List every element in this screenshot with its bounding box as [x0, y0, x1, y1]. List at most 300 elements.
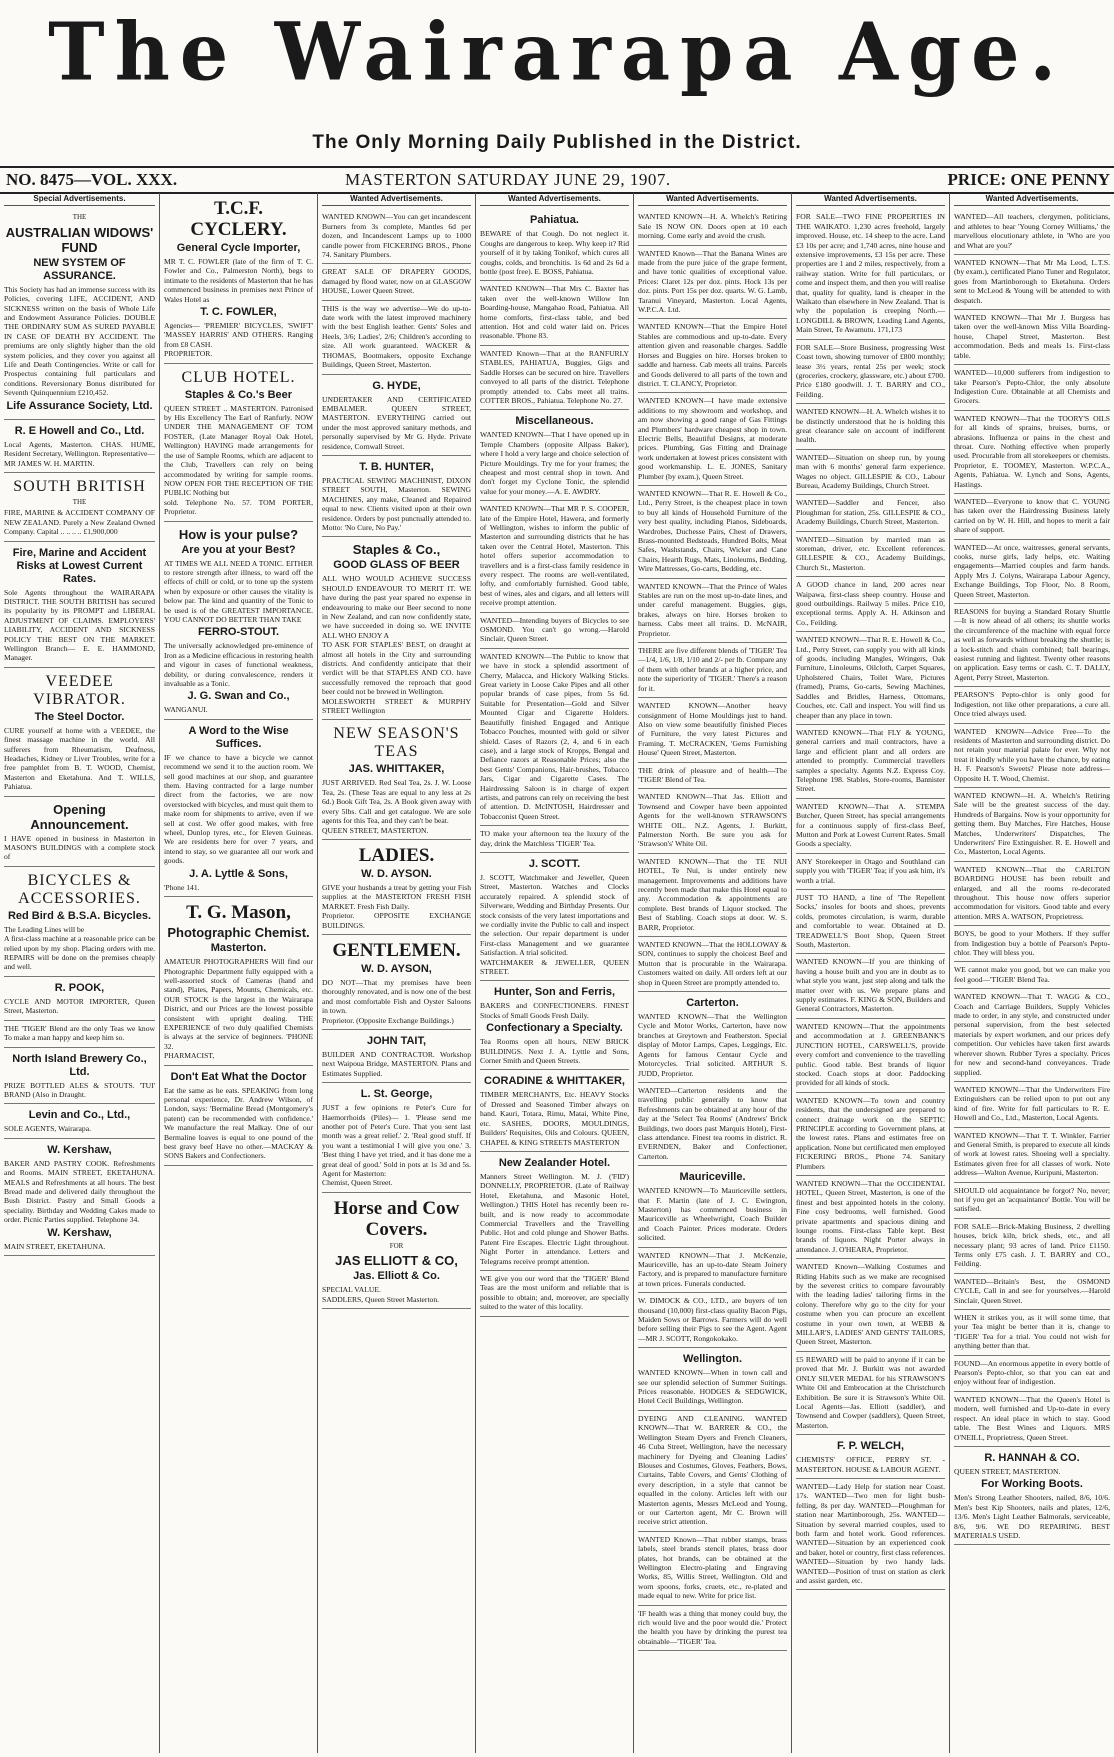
ad-body: AMATEUR PHOTOGRAPHERS Will find our Photographic Department fully equipped with a well-assorted stock of Cameras (hand and stand), Plates, Papers, Mounts, Chemicals, etc. OUR STOCK is the largest in the Wairarapa District, and our Prices are the lowest possible consistent with upright dealing. THE EXPERIENCE of two duly qualified Chemists is always at the service of beginners. 'PHONE 32. [164, 957, 313, 1051]
ad-heading: G. HYDE, [372, 379, 421, 392]
advertisement [954, 365, 1110, 411]
ad-body: BEWARE of that Cough. Do not neglect it. Coughs are dangerous to keep. Why keep it? Rid yourself of it by taking Tonikof, which cures all coughs, colds, and bronchitis. 1s 6d and 2s 6d a bottle (post free). E. BOSS, Pahiatua. [480, 229, 629, 277]
ad-heading: BICYCLES & ACCESSORIES. [18, 871, 141, 907]
ad-heading: Horse and Cow Covers. [333, 1197, 460, 1240]
advertisement [796, 532, 945, 578]
advertisement [4, 1139, 155, 1256]
ad-heading: L. St. George, [360, 1088, 433, 1101]
advertisement [4, 797, 155, 867]
advertisement [638, 1532, 787, 1606]
advertisement [322, 537, 471, 720]
advertisement [480, 281, 629, 345]
ad-body: WANTED—At once, waitresses, general servants, cooks, nurse girls, lady helps, etc. Waiting engagements—Married couples and farm hands. Apply Mrs J. Colyns, Wairarapa Labour Agency, Exchange Buildings, Top Floor, No. 8 Room, Queen Street, Masterton. [954, 542, 1110, 599]
advertisement [4, 977, 155, 1021]
advertisement [4, 668, 155, 797]
ad-heading: CLUB HOTEL. [181, 368, 296, 386]
advertisement [480, 853, 629, 981]
ad-heading: Wellington. [682, 1353, 743, 1366]
advertisement [322, 840, 471, 935]
advertisement [164, 1066, 313, 1166]
ad-heading: W. D. AYSON. [361, 867, 432, 880]
advertisement [796, 340, 945, 404]
advertisement [480, 826, 629, 853]
ad-heading: Jas. Elliott & Co. [353, 1270, 440, 1283]
ad-body: FOR SALE—TWO FINE PROPERTIES IN THE WAIKATO. 1,230 acres freehold, largely improved. House, etc. 14 sheep to the acre. Land £3 10s per acre; and 1,740 acres, nine house and extensive improvements, £3 15s per acre. These properties are 1 and 2 miles, respectively, from a railway station. Write for full particulars, or come and inspect them, and then you will realise that, quality for quality, land is cheaper in the Waikato than elsewhere in New Zealand. That is why the population is creeping North.—LONGDILL & BROWN, Leading Land Agents, Main Street, Te Awamutu. 171,173 [796, 212, 945, 335]
advertisement [638, 209, 787, 245]
ad-heading: T. B. HUNTER, [359, 460, 434, 473]
ad-heading: J. G. Swan and Co., [187, 690, 290, 703]
ad-body: THERE are five different blends of 'TIGER' Tea—1/4, 1/6, 1/8, 1/10 and 2/- per lb. Compare any of them with other brands at a higher price, and note the superiority of 'TIGER.' There's a reason for it. [638, 646, 787, 693]
ad-heading: Masterton. [210, 942, 267, 955]
ad-body: 'Phone 141. [164, 882, 200, 892]
ad-body: WANTED KNOWN—H. A. Whelch's Retiring Sale will be the greatest success of the day. Hundreds of Bargains. Now is your opportunity for getting them. Buy Matches, Fire Hatches, House Matches, Underwriters' Dispatches, The Underwriters' Fire Extinguisher. R. E. Howell and Co., Masterton, Local Agents. [954, 790, 1110, 857]
ad-body: £5 REWARD will be paid to anyone if it can be proved that Mr. J. Burkitt was not awarded ONLY SILVER MEDAL for his STRAWSON'S White Oil and Embrocation at the Christchurch Exhibition. Be sure it is Strawson's White Oil. Local Agents—Jas. Elliott (saddler), and Townsend and Cowper (saddlers), Queen Street, Masterton. [796, 1354, 945, 1430]
ad-body: WANTED KNOWN—That FLY & YOUNG, general carriers and mail contractors, have a large and efficient plant and all orders are attended to promptly. Commercial travellers samples a specialty. Agents N.Z. Express Coy. Telephone 198. Stables, Store-rooms, Bannister Street. [796, 727, 945, 794]
ad-body: WANTED KNOWN—That the Empire Hotel Stables are commodious and up-to-date. Every attention given and reasonable charges. Saddle Horses and Buggies on hire. Horses broken to saddle and harness. Cab meets all trains. Parcels and Goods delivered to all parts of the town and district. T. CLANCY, Proprietor. [638, 322, 787, 388]
column-header: Wanted Advertisements. [480, 193, 629, 206]
ad-heading: FOR [389, 1241, 404, 1250]
ad-heading: T. G. Mason, [186, 902, 291, 924]
advertisement [638, 1166, 787, 1247]
ad-body: THE drink of pleasure and of health—The 'TIGER' Blend of Tea. [638, 765, 787, 784]
ad-body: WANTED KNOWN—That the CARLTON BOARDING HOUSE has been rebuilt and enlarged, and all the rooms re-decorated throughout. This house now offers superior accommodation for visitors. Good table and every attention. MRS A. WATSON, Proprietress. [954, 864, 1110, 921]
ad-body: The universally acknowledged pre-eminence of Iron as a Medicine efficacious in restoring health and vigour in cases of functional weakness, debility, or during convalescence, renders it invaluable as a Tonic. [164, 641, 313, 688]
advertisement [164, 522, 313, 720]
ad-body: WANTED—Everyone to know that C. YOUNG has taken over the Hairdressing Business lately carried on by W. H. Hill, and hopes to merit a fair share of support. [954, 496, 1110, 535]
ad-body: Chemist, Queen Street. [322, 1178, 393, 1188]
advertisement [954, 962, 1110, 989]
ad-heading: R. E Howell and Co., Ltd. [14, 424, 145, 437]
ad-body: UNDERTAKER AND CERTIFICATED EMBALMER. QUEEN STREET, MASTERTON. EVERYTHING carried out under the most approved sanitary methods, and personally supervised by Mr G. Hyde. Private residence, Cornwall Street. [322, 394, 471, 451]
ad-heading: SOUTH BRITISH [13, 477, 146, 495]
ad-body: CURE yourself at home with a VEEDEE, the finest massage machine in the world. All sufferers from Rheumatism, Deafness, Headaches, Kidney or Liver Troubles, write for a free pamphlet from B. T. WOOD, Chemist, Masterton and Eketahuna. And T. WILLS, Pahiatua. [4, 725, 155, 792]
ad-body: WANTED KNOWN—That the OCCIDENTAL HOTEL, Queen Street, Masterton, is one of the finest and best appointed hotels in the colony. Fine cosy bedrooms, well furnished. Good private apartments and spacious dining and lounge rooms. First-class Table kept. Best brands of liquors. Night Porter always in attendance. J. O'HEARA, Proprietor. [796, 1178, 945, 1254]
ad-heading: J. SCOTT. [528, 857, 581, 870]
advertisement [954, 411, 1110, 494]
advertisement [796, 1019, 945, 1093]
advertisement [954, 604, 1110, 687]
advertisement [638, 1083, 787, 1166]
ad-body: SADDLERS, Queen Street Masterton. [322, 1294, 440, 1304]
ad-body: FOUND—An enormous appetite in every bottle of Pearson's Pepto-chlor, so that you can eat and enjoy without fear of indigestion. [954, 1358, 1110, 1387]
advertisement [322, 1083, 471, 1193]
ad-body: sold. Telephone No. 57. TOM PORTER, Proprietor. [164, 497, 313, 517]
ad-body: WANGANUI. [164, 705, 208, 715]
advertisement [954, 1183, 1110, 1219]
ad-body: WANTED KNOWN—That the Underwriters Fire Extinguishers can be relied upon to put out any kind of fire. Write for full particulars to R. E. Howell and Co., Ltd., Masterton, Local Agents. [954, 1084, 1110, 1123]
column-header: Wanted Advertisements. [638, 193, 787, 206]
ad-body: Local Agents, Masterton. CHAS. HUME, Resident Secretary, Wellington. Representative— MR JAMES W. H. MARTIN. [4, 439, 155, 468]
advertisement [954, 1356, 1110, 1392]
advertisement [322, 375, 471, 456]
ad-heading: GENTLEMEN. [332, 939, 461, 961]
advertisement [954, 862, 1110, 926]
ad-body: IF we chance to have a bicycle we cannot recommend we send it to the auction room. We sell good machines at our shop, and guarantee them. Having contracted for a large number direct from the factories, we are now overstocked with bicycles, and must quit them to make room for shipments to arrive, even if we sell at cost. We offer good makes, with free wheel, Dunlop tyres, etc., for Eleven Guineas. We are residents here for over 7 years, and intend to stay, so we guarantee all our work and goods. [164, 752, 313, 866]
ad-body: Proprietor. (Opposite Exchange Buildings.) [322, 1015, 454, 1025]
ad-heading: General Cycle Importer, [176, 242, 301, 254]
advertisement [4, 1048, 155, 1105]
ad-body: Agencies— 'PREMIER' BICYCLES, 'SWIFT' 'MASSEY HARRIS' AND OTHERS. Ranging from £8 CASH. [164, 321, 313, 349]
ad-heading: VEEDEE VIBRATOR. [33, 672, 126, 708]
ad-body: WANTED—Intending buyers of Bicycles to see OSMOND. You can't go wrong.—Harold Sinclair, Queen Street. [480, 615, 629, 644]
ad-body: QUEEN STREET, MASTERTON. [954, 1466, 1061, 1476]
advertisement [954, 310, 1110, 365]
advertisement [796, 725, 945, 799]
advertisement [638, 393, 787, 486]
column-4 [476, 193, 634, 1753]
column-6 [792, 193, 950, 1753]
ad-body: WANTED KNOWN—That the TOORY'S OILS for all kinds of sprains, bruises, burns, or abrasions. Influenza or pains in the chest and throat. Cure. Nothing effective when properly used. Procurable from all storekeepers or chemists. Proprietor, E. TOOMEY, Masterton. W.P.C.A., Agents, Pahiatua. W. Lynch and Sons, Agents, Hastings. [954, 413, 1110, 489]
advertisement [796, 1479, 945, 1590]
ad-body: J. SCOTT, Watchmaker and Jeweller, Queen Street, Masterton. Watches and Clocks accurately repaired. A splendid stock of Silverware, Wedding and Birthday Presents. Our stock consists of the very latest importations and we cordially invite the Public to call and inspect the selection. Our repair department is under First-class Management and we guarantee Satisfaction. A trial solicited. [480, 872, 629, 958]
ad-body: WANTED—Lady Help for station near Coast. 17s. WANTED—Two men for light bush-felling, 8s per day. WANTED—Ploughman for station near Martinborough, 25s. WANTED—Situation by several married couples, used to both farm and hotel work. Good references. WANTED—Situation by an experienced cook and baker, hotel or country, first class references. WANTED—Situation by two handy lads. WANTED—Position of trust on station as clerk and assist garden, etc. [796, 1481, 945, 1585]
masthead-tagline: The Only Morning Daily Published in the District. [312, 132, 802, 153]
ad-body: A first-class machine at a reasonable price can be relied upon by my shop. Placing orders with me. REPAIRS will be done on the premises cheaply and well. [4, 934, 155, 972]
advertisement [796, 1259, 945, 1352]
ad-body: WANTED KNOWN—That Mr J. Burgess has taken over the well-known Miss Villa Boarding-house, Chapel Street, Masterton. Best accommodation. Beds and meals 1s. First-class table. [954, 313, 1110, 360]
ad-body: WATCHMAKER & JEWELLER, QUEEN STREET. [480, 957, 629, 977]
ad-body: WANTED Known—That at the RANFURLY STABLES, PAHIATUA, Buggies, Gigs and Saddle Horses can be secured on hire. Travellers conveyed to all parts of the district. Telephone promptly attended to. Cabs meet all trains. COTTER BROS., Pahiatua. Telephone No. 27. [480, 348, 629, 405]
advertisement [638, 854, 787, 937]
ad-body: WHEN it strikes you, as it will some time, that your Tea might be better than it is, change to 'TIGER' Tea for a trial. You could not wish for anything better than that. [954, 1313, 1110, 1351]
ad-body: WANTED KNOWN—Another heavy consignment of Home Mouldings just to hand. Also on view some beautifully finished Pieces of Furniture, the very latest Pictures and Framing. T. McCRACKEN, 'Gems Furnishing House' Queen Street, Masterton. [638, 701, 787, 758]
ad-heading: T.C.F. CYCLERY. [190, 198, 287, 240]
ad-body: WANTED KNOWN—H. A. Whelch's Retiring Sale IS NOW ON. Doors open at 10 each morning. Come early and avoid the crush. [638, 212, 787, 241]
advertisement [796, 854, 945, 890]
advertisement [322, 1193, 471, 1309]
advertisement [796, 495, 945, 531]
ad-body: WANTED—10,000 sufferers from indigestion to take Pearson's Pepto-Chlor, the only absolute Indigestion Cure. Obtainable at all Chemists and Grocers. [954, 368, 1110, 406]
advertisement [954, 1274, 1110, 1310]
ad-body: WANTED KNOWN—That the HOLLOWAY & SON, continues to supply the choicest Beef and Mutton that is procurable in the Wairarapa. Customers waited on daily. All orders left at our shop in Queen Street are promptly attended to. [638, 940, 787, 987]
ad-body: WANTED KNOWN—When in town call and see our splendid selection of Summer Suitings. Prices reasonable. HODGES & SEDGWICK, Hotel Cecil Buildings, Wellington. [638, 1368, 787, 1406]
ad-body: WANTED KNOWN—If you are thinking of having a house built and you are in doubt as to what style you want, just step along and talk the matter over with us. We prepare plans and supply estimates. F. KING & SON, Builders and General Contractors, Masterton. [796, 957, 945, 1014]
column-5 [634, 193, 792, 1753]
ad-heading: Staples & Co., [352, 542, 441, 558]
advertisement [4, 1104, 155, 1138]
advertisement [954, 1447, 1110, 1545]
ad-body: WANTED KNOWN—That T. WAGG & CO., Coach and Carriage Builders, Supply Vehicles made to order, in any style, and constructed under personal supervision, from the best selected materials by expert workmen, and our prices defy competition. Our vehicles have taken first awards wherever shown. Rubber Tyres a specialty. Prices for new and second-hand conveyances. Trade supplied. [954, 992, 1110, 1077]
ad-heading: Carterton. [686, 997, 739, 1010]
advertisement [954, 255, 1110, 310]
advertisement [4, 1021, 155, 1048]
ad-heading: W. D. AYSON, [361, 962, 432, 975]
masthead [0, 0, 1114, 104]
ad-body: QUEEN STREET .. MASTERTON. Patronised by His Excellency The Earl of Ranfurly. NOW UNDER THE MANAGEMENT OF TOM FOSTER, (Late Manager Royal Oak Hotel, Wellington) HAVING made arrangements for the use of Sample Rooms, which are adjacent to the Club, Travellers can rely on being accommodated by writing for sample rooms. NOW OPEN FOR THE RECEPTION OF THE PUBLIC Nothing but [164, 403, 313, 498]
ad-body: WANTED KNOWN—That the appointments and accommodation at J. GREENBANK'S JUNCTION HOTEL, CARSWELL'S, provide every comfort and convenience to the travelling public. Good table. Best brands of liquor stocked. Coach stops at door. Paddocking provided for all kinds of stock. [796, 1021, 945, 1088]
ad-body: WANTED KNOWN—That the TE NUI HOTEL, Te Nui, is under entirely new management. Improvements and additions have recently been made that make this Hotel equal to any. Accommodation & appointments are complete. Best brands of Liquor stocked. The Best of Stabling. Coach stops at door. W. S. BARR, Proprietor. [638, 856, 787, 932]
advertisement [4, 209, 155, 419]
advertisement [480, 981, 629, 1070]
ad-heading: AUSTRALIAN WIDOWS' FUND [5, 224, 154, 255]
advertisement [480, 410, 629, 501]
ad-body: Sole Agents throughout the WAIRARAPA DISTRICT. THE SOUTH BRITISH has secured its popularity by its PROMPT and LIBERAL ADJUSTMENT OF CLAIMS. EMPLOYERS' LIABILITY, ACCIDENT AND SICKNESS POLICY THE BEST ON THE MARKET. Wellington Branch— E. E. HAMMOND, Manager. [4, 587, 155, 663]
advertisement [638, 1248, 787, 1294]
advertisement [954, 926, 1110, 962]
ad-body: JUST a few opinions re Peter's Cure for Haemorrhoids (Piles)— 1. 'Please send me another pot of Peter's Cure. That you sent last month was a great relief.' 2. 'Real good stuff. If you want a testimonial I will give you one.' 3. 'Best thing I have yet tried, and it has done me a great deal of good.' Sold in pots at 1s 3d and 5s. Agent for Masterton: [322, 1103, 471, 1179]
ad-body: THE 'TIGER' Blend are the only Teas we know To make a man happy and keep him so. [4, 1023, 155, 1043]
ad-body: GIVE your husbands a treat by getting your Fish supplies at the MASTERTON FRESH FISH MARKET. Fresh Fish Daily. [322, 882, 471, 911]
ad-body: WANTED Known—That the Banana Wines are made from the pure juice of the grape ferment, and have tonic qualities of exceptional value. Prices: Claret 12s per doz. pints. Hock 13s per doz. pints. Port 15s per doz. quarts. W. G. Lamb, Taranui Vineyard, Masterton. Local Agents, W.P.C.A. Ltd. [638, 248, 787, 315]
ad-heading: Mauriceville. [679, 1171, 746, 1184]
advertisement [954, 788, 1110, 862]
advertisement [480, 346, 629, 410]
ad-body: WANTED KNOWN—That Jas. Elliott and Townsend and Cowper have been appointed Agents for the well-known STRAWSON'S WHITE OIL. N.Z. Agents, J. Burkitt, Palmerston North. Be sure you ask for 'Strawson's' White Oil. [638, 792, 787, 849]
advertisement [4, 542, 155, 668]
advertisement [796, 1093, 945, 1176]
advertisement [796, 209, 945, 339]
ad-body: DYEING AND CLEANING. WANTED KNOWN—That W. BARRER & CO., the Wellington Steam Dyers and French Cleaners, 46 Cuba Street, Wellington, have the necessary machinery for Dyeing and Cleaning Ladies' Blouses and Costumes, Gloves, Feathers, Bows, Curtains, Table Covers, and Gents' Clothing of every description, in a style that cannot be equalled in the colony. Articles left with our Masterton agents, Messrs McLeod and Young, or our Carterton agent, Mr C. Brown will receive strict attention. [638, 1413, 787, 1527]
column-7 [950, 193, 1114, 1753]
ad-heading: F. P. WELCH, [836, 1440, 905, 1453]
ad-heading: Miscellaneous. [515, 415, 594, 428]
ad-heading: Red Bird & B.S.A. Bicycles. [7, 909, 152, 922]
masthead-title: The Wairarapa Age. [48, 4, 1066, 99]
ad-body: WANTED KNOWN—That Mrs C. Baxter has taken over the well-known Willow Inn Boarding-house, Mangahao Road, Pahiatua. All home comforts, first-class table, and bed attention. Hot and cold water laid on. Prices reasonable. 'Phone 83. [480, 284, 629, 341]
ad-heading: For Working Boots. [981, 1478, 1083, 1491]
ad-body: PEARSON'S Pepto-chlor is only good for Indigestion, not like other preparations, a cure all. Once tried always used. [954, 690, 1110, 719]
advertisement [954, 540, 1110, 604]
ad-body: WANTED KNOWN—That R. E. Howell & Co., Ltd., Perry Street, is the cheapest place in town to buy all kinds of Household Furniture of the very best quality, including Pianos, Sideboards, Wardrobes, Duchesse Pairs, Chest of Drawers, Brass-mounted Bedsteads, Hundred Bolts, Meat Safes, Washstands, Chairs, Wicker and Cane Chairs, Hearth Rugs, Mats, Linoleums, Bedding, Wire Mattresses, Go-carts, Bedding, etc. [638, 488, 787, 574]
advertisement [638, 763, 787, 790]
advertisement [322, 264, 471, 300]
ad-body: TO ASK FOR STAPLES' BEST, on draught at almost all hotels in the City and surrounding districts. And confidently anticipate that their verdict will be that STAPLES AND CO. have successfully removed the reproach that good beer could not be brewed in Wellington. [322, 640, 471, 697]
ad-body: WANTED KNOWN—That the Queen's Hotel is modern, well furnished and Up-to-date in every respect. An ideal place in which to stay. Good table. The Best Wines and Liquors. MRS O'NEILL, Proprietress, Queen Street. [954, 1394, 1110, 1442]
ad-body: WANTED KNOWN—The Public to know that we have in stock a splendid assortment of Cherry, Malacca, and Hickory Walking Sticks. Great variety in Loose Cake Pipes and all other popular brands of case pipes, from 5s 6d. Suitable for Presentation—Gold and Silver Mounted Cigar and Cigarette Holders. Beautifully finished Engaged and Antique Tobacco Pouches, mounted with gold or silver shield. Cases of Razors (2, 4, and 6 in each case), and a large stock of Kropps, Bengal and Defiance razors at Reasonable Prices; also the best Gents' Companions, Hair-brushes, Tobacco Jars, Cigar and Cigarette Cases. The Hairdressing Saloon is in charge of expert artists, and patrons can rely on receiving the best of attention. D. McINTOSH, Hairdresser and Tobacconist Queen Street. [480, 651, 629, 821]
ad-body: WANTED KNOWN—That J. McKenzie, Mauriceville, has an up-to-date Steam Joinery Factory, and is prepared to manufacture furniture at town prices. Funerals conducted. [638, 1250, 788, 1288]
advertisement [954, 1219, 1110, 1274]
ad-body: WE cannot make you good, but we can make you feel good—'TIGER' Blend Tea. [954, 965, 1110, 984]
price: PRICE: ONE PENNY [947, 170, 1110, 189]
advertisement [796, 632, 945, 725]
place-date: MASTERTON SATURDAY JUNE 29, 1907. [345, 170, 671, 189]
ad-heading: GOOD GLASS OF BEER [333, 559, 460, 572]
ad-heading: Levin and Co., Ltd., [28, 1109, 131, 1122]
ad-body: WANTED—Carterton residents and the travelling public generally to know that Refreshments can be obtained at any hour of the day at the 'Select Tea Rooms' (Andrews' Brick Buildings, two doors past Marquis Hotel), First-class attendance. Finest tea rooms in district. R. EVERNDEN, Baker and Confectioner, Carterton. [638, 1085, 787, 1161]
advertisement [164, 193, 313, 364]
ad-body: CHEMISTS' OFFICE, PERRY ST. - MASTERTON. HOUSE & LABOUR AGENT. [796, 1455, 945, 1474]
ad-body: BAKERS and CONFECTIONERS. FINEST Stocks of Small Goods Fresh Daily. [480, 1001, 629, 1020]
ad-body: WANTED KNOWN—H. A. Whelch wishes it to be distinctly understood that he is holding this great clearance sale on account of indifferent health. [796, 407, 945, 445]
advertisement [796, 1435, 945, 1479]
ad-body: BAKER AND PASTRY COOK. Refreshments and Rooms. MAIN STREET, EKETAHUNA. MEALS and Refreshments at all hours. The best Bread made and delivered daily throughout the Bush District. Pastry and Small Goods a speciality. Birthday and Wedding Cakes made to order. Picnic Parties supplied. Telephone 34. [4, 1158, 155, 1225]
advertisement [796, 1176, 945, 1259]
advertisement [954, 687, 1110, 723]
ad-body: PROPRIETOR. [164, 349, 213, 359]
advertisement [638, 698, 787, 762]
ad-body: THIS is the way we advertise—We do up-to-date work with the latest improved machinery with the best English leather. Gents' Soles and Heels, 3/6; Ladies', 2/6; Children's according to size. All work guaranteed. WACKER & THOMAS, Bootmakers, opposite Exchange Buildings, Queen Street, Masterton. [322, 303, 471, 370]
column-header: Wanted Advertisements. [954, 193, 1110, 206]
advertisement [638, 643, 787, 698]
column-2 [160, 193, 318, 1753]
advertisement [638, 579, 787, 643]
advertisement [796, 1352, 945, 1435]
ad-body: REASONS for buying a Standard Rotary Shuttle—It is now ahead of all others; its shuttle works the circumference of the machine with equal force as well as forwards without breaking the shuttle; is a lock-stitch and chain combined; ball bearings, easiest running and lightest. Twenty other reasons on application. Easy terms or cash. C. T. DALLY, Agent, Perry Street, Masterton. [954, 607, 1110, 682]
advertisement [954, 1082, 1110, 1128]
ad-body: WANTED—Situation by married man as storeman, driver, etc. Excellent references. GILLESPIE & CO., Academy Buildings, Church St., Masterton. [796, 534, 945, 572]
ad-body: PRIZE BOTTLED ALES & STOUTS. 'TUI' BRAND (Also in Draught. [4, 1080, 155, 1099]
ad-heading: JOHN TAIT, [366, 1034, 427, 1047]
ad-body: WANTED KNOWN—That A. STEMPA Butcher, Queen Street, has special arrangements for a continuous supply of first-class Beef, Mutton and Pork at Lowest Current Rates. Small Goods a specialty. [796, 801, 945, 849]
ad-body: WANTED Known—That rubber stamps, brass labels, steel brands stencil plates, brass door plates, hot brands, can be obtained at the Wellington Electro-plating and Engraving Works, 85, Willis Street, Wellington. Old and worn spoons, forks, cruets, etc., re-plated and made equal to new. Write for price list. [638, 1534, 787, 1601]
advertisement [796, 577, 945, 632]
advertisement [638, 486, 787, 579]
ad-body: A GOOD chance in land, 200 acres near Waipawa, first-class sheep country. House and good outbuildings. Railway 5 miles. Price £10, exceptional terms. Apply A. H. Atkinson and Co., Feilding. [796, 580, 945, 627]
ad-body: SHOULD old acquaintance be forgot? No, never; not if you get an 'acquaintance' Bottle. You will be satisfied. [954, 1185, 1110, 1214]
columns [0, 193, 1114, 1757]
advertisement [480, 649, 629, 826]
column-header: Wanted Advertisements. [322, 193, 471, 206]
advertisement [4, 867, 155, 977]
ad-heading: THE [72, 213, 87, 222]
ad-heading: NEW SEASON'S TEAS [333, 725, 460, 761]
ad-body: Eat the same as he eats. SPEAKING from long personal experience, Dr. Andrew Wilson, of London, says: 'Bermaline Bread (Montgomery's patent) can be recommended with confidence.' We manufacture the real Malkay. One of our Bermaline loaves is equal to one pound of the best gravy beef Have no other.—MACKAY & SONS Bakers and Confectioners. [164, 1085, 313, 1161]
advertisement [638, 789, 787, 853]
advertisement [954, 1128, 1110, 1183]
ad-heading: Life Assurance Society, Ltd. [6, 399, 153, 412]
ad-body: BUILDER AND CONTRACTOR. Workshop next Waipoua Bridge, MASTERTON. Plans and Estimates Supplied. [322, 1049, 471, 1078]
advertisement [954, 989, 1110, 1082]
ad-body: MOLESWORTH STREET & MURPHY STREET Wellington [322, 696, 471, 716]
ad-body: The Leading Lines will be [4, 924, 85, 934]
ad-body: Manners Street Wellington. M. J. ('FID') DONNELLY, PROPRIETOR. (Late of Railway Hotel, Eketahuna, and Masonic Hotel, Wellington.) THIS Hotel has recently been re-built, and is now ready to accommodate Commercial Travellers and the Travelling Public. Hot and cold plunge and Shower Baths. Patent Fire Escapes. Electric Light throughout. Night Porter in attendance. Letters and Telegrams receive prompt attention. [480, 1171, 629, 1266]
advertisement [322, 456, 471, 537]
ad-body: MR T. C. FOWLER (late of the firm of T. C. Fowler and Co., Palmerston North), begs to intimate to the residents of Masterton that he has commenced business in premises next Prince of Wales Hotel as [164, 257, 313, 304]
ad-body: FIRE, MARINE & ACCIDENT COMPANY OF NEW ZEALAND. Purely a New Zealand Owned Company. Capital .. .. .. .. £1,900,000 [4, 508, 155, 537]
ad-body: ANY Storekeeper in Otago and Southland can supply you with 'TIGER' Tea; if you ask him, it's worth a trial. [796, 856, 945, 885]
ad-heading: North Island Brewery Co., Ltd. [12, 1052, 147, 1078]
advertisement [322, 301, 471, 375]
ad-heading: Are you at your Best? [181, 543, 296, 556]
ad-body: TO make your afternoon tea the luxury of the day, drink the Matchless 'TIGER' Tea. [480, 829, 629, 848]
ad-heading: A Word to the Wise Suffices. [188, 724, 289, 750]
ad-body: QUEEN STREET, MASTERTON. [322, 825, 429, 835]
advertisement [4, 420, 155, 473]
advertisement [322, 720, 471, 839]
advertisement [638, 1606, 787, 1652]
column-header: Special Advertisements. [4, 193, 155, 206]
ad-body: WANTED—Saddler and Fencer, also Ploughman for station, 25s. GILLESPIE & CO., Academy Buildings, Church Street, Masterton. [796, 498, 945, 527]
ad-body: FOR SALE—Store Business, progressing West Coast town, showing turnover of £800 monthly; lease 3½ years, rental 25s per week; stock (groceries, crockery, glassware, etc.) about £700. Price £180 goodwill. J. T. BARRY and CO., Feilding. [796, 342, 945, 399]
ad-body: Proprietor. OPPOSITE EXCHANGE BUILDINGS. [322, 911, 471, 930]
ad-body: Tea Rooms open all hours, NEW BRICK BUILDINGS. Next J. A. Lyttle and Sons, Corner Smith and Queen Streets. [480, 1037, 629, 1066]
ad-heading: Opening Announcement. [30, 801, 129, 832]
ad-body: WANTED—Britain's Best, the OSMOND CYCLE, Call in and see for yourselves.—Harold Sinclair, Queen Street. [954, 1276, 1110, 1305]
ad-body: JUST TO HAND, a line of 'The Repellent Socks,' insoles for boots and shoes, prevents colds, promotes circulation, is warm, durable and comfortable to wear. Obtained at D. TREADWELL'S Boot Shop, Queen Street South, Masterton. [796, 893, 945, 950]
advertisement [638, 992, 787, 1083]
advertisement [480, 501, 629, 612]
ad-body: WANTED KNOWN—That T. T. Winkler, Farrier and General Smith, is prepared to execute all kinds of work at lowest rates. Shoeing well a specialty. Estimates given free for all classes of work. Note address—Walton Avenue, Kuripuni, Masterton. [954, 1130, 1110, 1178]
ad-body: WANTED Known—Walking Costumes and Riding Habits such as we make are recognised by the severest critics to compare favourably with the leading ladies' tailoring firms in the colony. Therefore why go to the city for your costume when you can procure an excellent costume in your own town, at WEBB & MILLAR'S, LADIES' AND GENTS' TAILORS, Queen Street, Masterton. [796, 1262, 945, 1347]
ad-body: PHARMACIST, [164, 1051, 215, 1061]
ad-body: PRACTICAL SEWING MACHINIST, DIXON STREET SOUTH, Masterton. SEWING MACHINES, any make, Cleaned and Repaired equal to new. Clients visited upon at their own residence. Orders by post punctually attended to. Motto: 'No Cure, No Pay.' [322, 475, 471, 532]
column-3 [318, 193, 476, 1753]
ad-body: W. DIMOCK & CO., LTD., are buyers of ten thousand (10,000) first-class quality Bacon Pigs, Maiden Sows or Barrows. Farmers will do well before selling their Pigs to see the Agent. Agent—MR J. SCOTT, Rongokokako. [638, 1296, 787, 1343]
ad-heading: CORADINE & WHITTAKER, [484, 1075, 625, 1088]
advertisement [954, 209, 1110, 255]
ad-body: SPECIAL VALUE. [322, 1285, 381, 1295]
advertisement [954, 494, 1110, 540]
ad-body: WANTED—All teachers, clergymen, politicians, and athletes to hear 'Young Corney Williams,' the marvellous elocutionary athlete, in 'Who are you and What are you?' [954, 212, 1110, 250]
advertisement [322, 935, 471, 1030]
ad-heading: LADIES. [358, 844, 435, 866]
ad-body: WANTED KNOWN—That R. E. Howell & Co., Ltd., Perry Street, can supply you with all kinds of goods, including Mangles, Wringers, Oak Furniture, Linoleums, Oilcloth, Carpet Squares, Upholstered Chairs, Toilet Ware, Pictures (framed), Prams, Go-carts, Sewing Machines, Saddles and Bridles, Harness, Ottomans, Couches, etc. Call and inspect. You will find us cheaper than any place in town. [796, 635, 945, 720]
advertisement [796, 799, 945, 854]
advertisement [954, 724, 1110, 788]
ad-heading: Don't Eat What the Doctor [170, 1070, 307, 1083]
ad-body: WANTED KNOWN—To town and country residents, that the undersigned are prepared to connect drainage work on the SEPTIC PRINCIPLE according to Government plans, at the lowest rates. Plans and estimates free on application. None but certificated men employed FICKERING BROS., Phone 74. Sanitary Plumbers [796, 1095, 945, 1171]
ad-body: FOR SALE—Brick-Making Business, 2 dwelling houses, brick kiln, brick sheds, etc., and all necessary plant; 93 acres of land. Price £1150. Terms only £75 cash. J. T. BARRY and CO., Feilding. [954, 1221, 1110, 1269]
ad-heading: The Steel Doctor. [34, 710, 125, 723]
ad-body: SOLE AGENTS, Wairarapa. [4, 1124, 91, 1134]
ad-heading: Photographic Chemist. [167, 925, 310, 941]
advertisement [796, 954, 945, 1018]
ad-heading: FERRO-STOUT. [197, 626, 280, 639]
ad-body: I HAVE opened in business in Masterton in MASON'S BUILDINGS with a complete stock of [4, 833, 155, 862]
ad-body: GREAT SALE OF DRAPERY GOODS, damaged by flood water, now on at GLASGOW HOUSE, Lower Queen Street. [322, 267, 471, 296]
advertisement [480, 613, 629, 649]
issue-number: NO. 8475—VOL. XXX. [6, 170, 178, 189]
ad-body: WANTED KNOWN—Advice Free—To the residents of Masterton and surrounding district. Do not retain your material palate for ever. Why not treat it kindly while you have the chance, by eating H. F. Pearson's Sweets? Please note address—Opposite H. T. Wood, Chemist. [954, 726, 1110, 783]
ad-body: WANTED KNOWN—That MR P. S. COOPER, late of the Empire Hotel, Hawera, and formerly of Wellington, wishes to inform the public of Masterton and surrounding districts that he has taken over the Central Hotel, Masterton. This hotel offers superior accommodation to travellers and is a first-class family residence in every respect. The rooms are well-ventilated, lofty, and comfortably furnished. Good table, best of wines, ales and cigars, and all letters will receive prompt attention. [480, 504, 629, 608]
ad-heading: New Zealander Hotel. [498, 1156, 611, 1169]
advertisement [638, 319, 787, 393]
ad-body: TIMBER MERCHANTS, Etc. HEAVY Stocks of Dressed and Seasoned Timber always on hand. Kauri, Totara, Rimu, Matai, White Pine, etc. SASHES, DOORS, MOULDINGS, Builders' Requisites, Oils and Colours. QUEEN, CHAPEL & KING STREETS MASTERTON [480, 1090, 629, 1147]
ad-body: DO NOT—That my premises have been thoroughly renovated, and is now one of the best and most comfortable Fish and Oyster Saloons in town. [322, 977, 471, 1016]
advertisement [954, 1310, 1110, 1356]
ad-body: WE give you our word that the 'TIGER' Blend Teas are the most uniform and reliable that is possible to obtain; and, moreover, are specially suited to the water of this locality. [480, 1273, 629, 1312]
advertisement [4, 473, 155, 542]
advertisement [638, 246, 787, 320]
ad-heading: W. Kershaw, [47, 1143, 112, 1156]
ad-heading: NEW SYSTEM OF ASSURANCE. [33, 256, 126, 282]
ad-body: WANTED KNOWN—You can get incandescent Burners from 3s complete, Mantles 6d per dozen, and Incandescent Lamps up to 1000 candle power from FICKERING BROS., Phone 74. Sanitary Plumbers. [322, 212, 471, 260]
ad-heading: R. POOK, [54, 981, 105, 994]
advertisement [322, 1030, 471, 1083]
advertisement [796, 404, 945, 450]
ad-heading: Staples & Co.'s Beer [184, 388, 293, 401]
advertisement [480, 1070, 629, 1151]
ad-body: This Society has had an immense success with its Policies, covering LIFE, ACCIDENT, AND SICKNESS written on the basis of Whole Life and Endowment Assurance Policies. DOUBLE THE ORDINARY SUM AS SURED PAYABLE IN CASE OF DEATH BY ACCIDENT. The premiums are only slightly higher than the old system policies, and they cover you against all Life and Death Contingencies. Write or call for Prospectus containing full particulars and conditions. Reversionary Bonus distributed for Seventh Quinquennium £210,452. [4, 284, 155, 398]
advertisement [480, 1152, 629, 1271]
ad-heading: THE [72, 497, 87, 506]
ad-body: JUST ARRIVED. Red Seal Tea, 2s. J. W. Loose Tea, 2s. (These Teas are equal to any less at 2s 6d.) Book Gift Tea, 2s. A Book given away with every 5lbs. Call and get catalogue. We are sole agents for this Tea, and they can't be beat. [322, 778, 471, 826]
ad-body: WANTED KNOWN—That the Prince of Wales Stables are run on the most up-to-date lines, and under careful management. Buggies, gigs, brakes, always on hire. Horses broken to harness. Cabs meet all trains. D. McNAIR, Proprietor. [638, 581, 787, 638]
advertisement [164, 897, 313, 1065]
advertisement [796, 450, 945, 496]
advertisement [954, 1392, 1110, 1447]
ad-body: WANTED KNOWN—That Mr Ma Leod, L.T.S. (by exam.), certificated Piano Tuner and Regulator, goes from Martinborough to Eketahuna. Orders sent to McLeod & Young will be attended to with despatch. [954, 258, 1110, 305]
advertisement [638, 1293, 787, 1348]
ad-heading: Fire, Marine and Accident Risks at Lowest Current Rates. [12, 546, 147, 585]
ad-body: BOYS, be good to your Mothers. If they suffer from Indigestion buy a bottle of Pearson's Pepto-chlor. They will bless you. [954, 929, 1110, 958]
ad-body: ALL WHO WOULD ACHIEVE SUCCESS SHOULD ENDEAVOUR TO MERIT IT. WE have during the past year spared no expense in endeavouring to make our Beer second to none in New Zealand, and can now confidently state, we have succeeded in doing so. WE INVITE ALL WHO ENJOY A [322, 574, 471, 640]
advertisement [164, 720, 313, 897]
ad-heading: Hunter, Son and Ferris, [493, 986, 616, 999]
advertisement [164, 364, 313, 522]
ad-heading: JAS ELLIOTT & CO, [335, 1253, 458, 1269]
ad-body: WANTED KNOWN—I have made extensive additions to my showroom and workshop, and am now showing a good range of Gas Fittings and Plumbers' hardware cheapest shop in town. Electric Bells, Beautiful Designs, at moderate prices. Plumbing, Gas Fitting and Drainage work undertaken at lowest prices consistent with good workmanship. L. E. JONES, Sanitary Plumber (by exam.), Queen Street. [638, 396, 787, 481]
ad-body: WANTED KNOWN—To Mauriceville settlers, that F. Martin (late of J. C. Ewington, Masterton) has commenced business in Mauriceville as Wheelwright, Coach Builder and Coach Painter. Prices moderate. Orders solicited. [638, 1186, 787, 1243]
ad-body: WANTED KNOWN—That I have opened up in Temple Chambers (opposite Allpass Baker), where I hold a very large and choice selection of Picture Mouldings. Try me for your frames; the cheapest and most central shop in town. And don't forget my Cyclone Tonic, the splendid value for your money.—A. E. AWDRY. [480, 430, 629, 496]
advertisement [480, 209, 629, 281]
ad-heading: T. C. FOWLER, [200, 306, 277, 319]
ad-heading: R. HANNAH & CO. [984, 1451, 1080, 1464]
column-header: Wanted Advertisements. [796, 193, 945, 206]
ad-heading: W. Kershaw, [47, 1226, 112, 1239]
ad-heading: How is your pulse? [178, 526, 299, 542]
dateline [0, 166, 1114, 194]
